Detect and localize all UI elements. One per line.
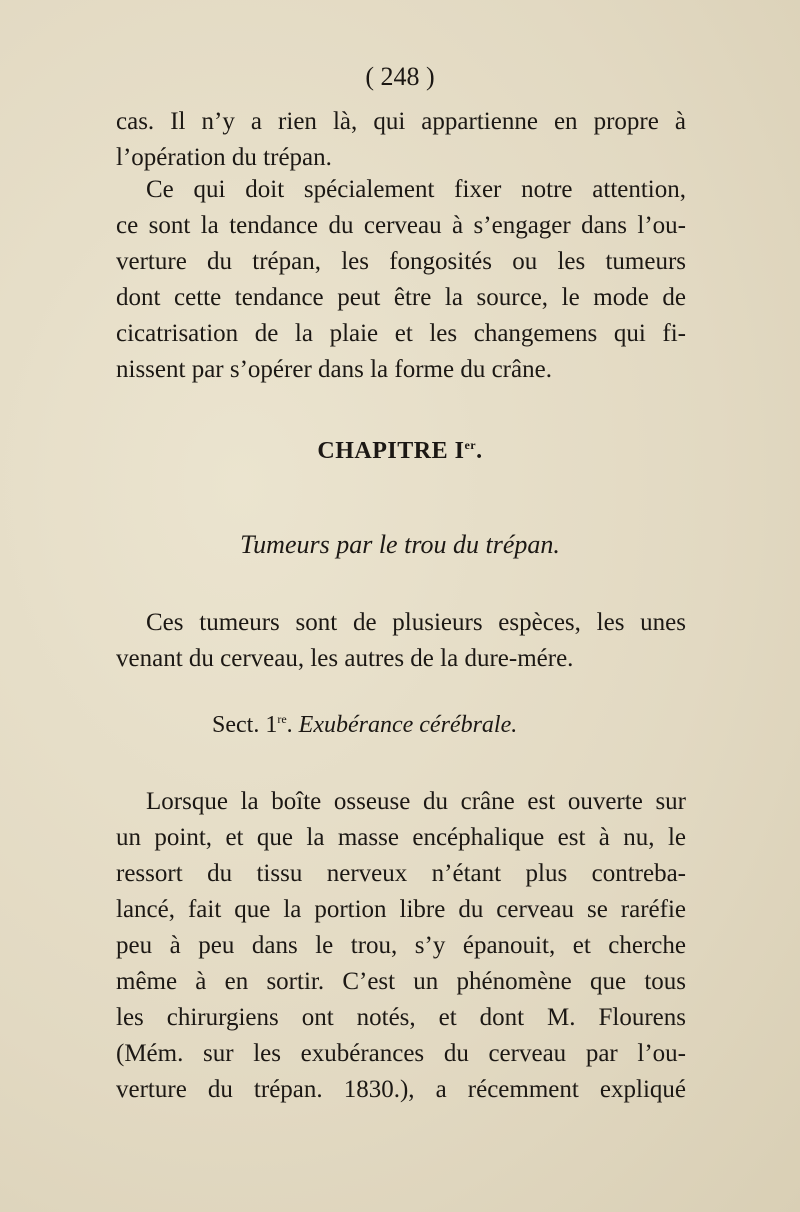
paragraph-2 xyxy=(116,172,686,388)
chapter-sup: er xyxy=(464,438,477,452)
chapter-heading xyxy=(0,438,800,465)
text-line: cicatrisation de la plaie et les changemens qui fi- xyxy=(116,320,686,347)
text-line: cas. Il n’y a rien là, qui appartienne en propre à xyxy=(116,108,686,135)
text-line: l’opération du trépan. xyxy=(116,144,332,171)
section-subtitle: Tumeurs par le trou du trépan. xyxy=(240,530,560,559)
text-line: un point, et que la masse encéphalique est à nu, le xyxy=(116,824,686,851)
text-line: (Mém. sur les exubérances du cerveau par l’ou- xyxy=(116,1040,686,1067)
text-line: ressort du tissu nerveux n’étant plus contreba- xyxy=(116,860,686,887)
text-line: lancé, fait que la portion libre du cerveau se raréfie xyxy=(116,896,686,923)
text-line: verture du trépan. 1830.), a récemment expliqué xyxy=(116,1076,686,1103)
paragraph-3 xyxy=(116,605,686,677)
section-sup: re xyxy=(277,712,287,726)
text-line: venant du cerveau, les autres de la dure-mére. xyxy=(116,645,574,672)
text-line: même à en sortir. C’est un phénomène que tous xyxy=(116,968,686,995)
text-line: Ces tumeurs sont de plusieurs espèces, les unes xyxy=(146,609,686,636)
text-line: dont cette tendance peut être la source, le mode de xyxy=(116,284,686,311)
paragraph-1 xyxy=(116,104,686,176)
chapter-title: CHAPITRE I xyxy=(317,438,465,464)
section-heading xyxy=(212,712,517,739)
text-line: Lorsque la boîte osseuse du crâne est ouverte sur xyxy=(146,788,686,815)
chapter-dot: . xyxy=(476,438,483,464)
text-line: verture du trépan, les fongosités ou les tumeurs xyxy=(116,248,686,275)
text-line: les chirurgiens ont notés, et dont M. Flourens xyxy=(116,1004,686,1031)
page-number: ( 248 ) xyxy=(365,62,435,91)
text-line: peu à peu dans le trou, s’y épanouit, et cherche xyxy=(116,932,686,959)
section-title: Exubérance cérébrale. xyxy=(298,712,518,738)
text-line: nissent par s’opérer dans la forme du crâne. xyxy=(116,356,552,383)
section-dot: . xyxy=(286,712,293,738)
paragraph-4 xyxy=(116,784,686,1108)
text-line: Ce qui doit spécialement fixer notre attention, xyxy=(146,176,686,203)
section-prefix: Sect. 1 xyxy=(212,712,278,738)
text-line: ce sont la tendance du cerveau à s’engager dans l’ou- xyxy=(116,212,686,239)
